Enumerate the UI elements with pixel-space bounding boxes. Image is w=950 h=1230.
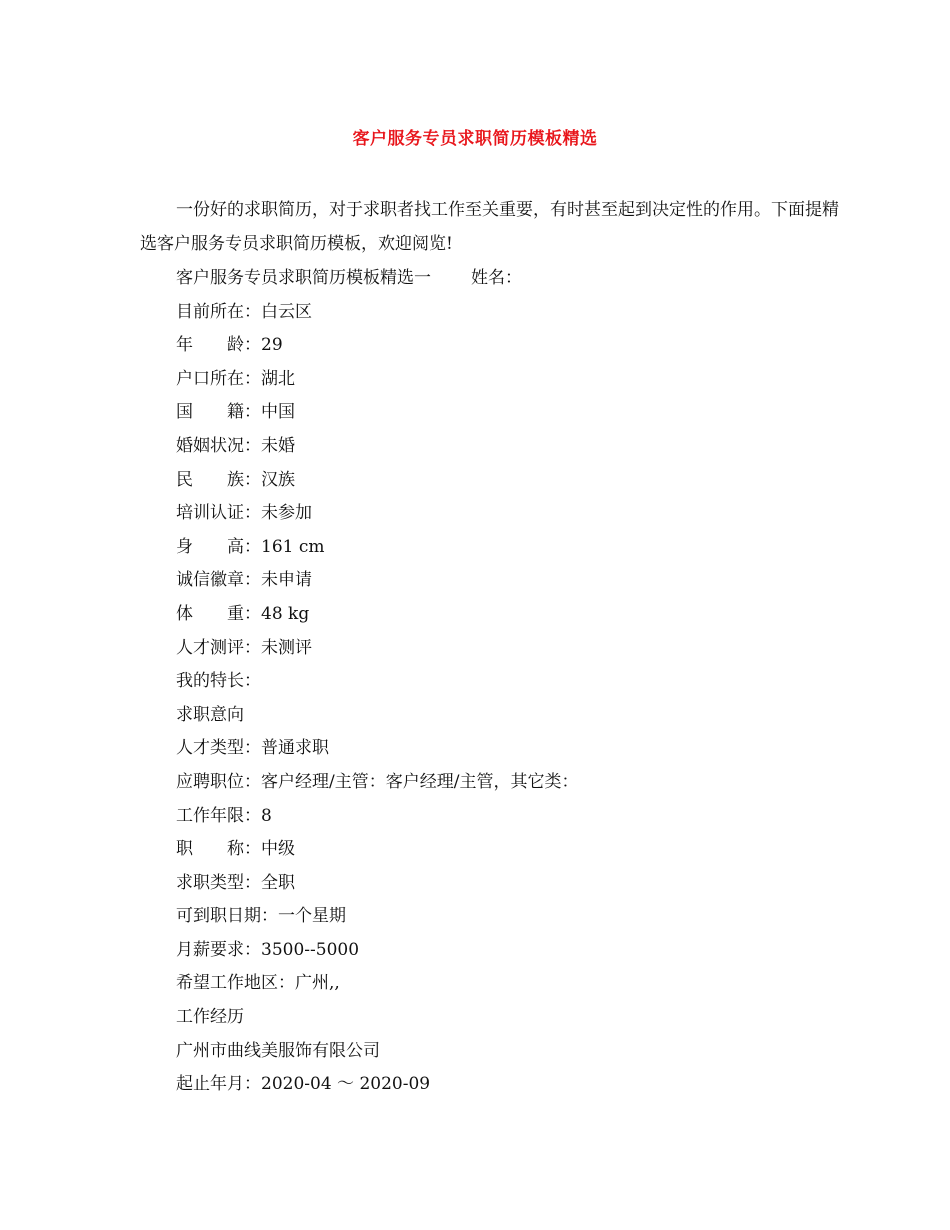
resume-line-work-area: 希望工作地区：广州,, [176,973,340,994]
name-label: 姓名： [471,268,522,288]
resume-line-specialty: 我的特长： [176,671,261,692]
resume-line-nationality: 国 籍：中国 [176,402,295,423]
resume-line-work-years: 工作年限：8 [176,805,272,826]
resume-heading-line [176,262,856,296]
resume-line-talent-assessment: 人才测评：未测评 [176,637,312,658]
resume-line-height: 身 高：161 cm [176,536,325,557]
resume-heading: 客户服务专员求职简历模板精选一 [176,268,431,288]
resume-line-salary: 月薪要求：3500--5000 [176,939,360,960]
resume-section-job-intention: 求职意向 [176,704,244,725]
resume-line-period: 起止年月：2020-04 ～ 2020-09 [176,1074,431,1095]
resume-line-age: 年 龄：29 [176,335,283,356]
resume-line-job-type: 求职类型：全职 [176,872,295,893]
resume-line-weight: 体 重：48 kg [176,603,310,624]
resume-section-work-experience: 工作经历 [176,1007,244,1028]
resume-lines [176,262,856,1102]
resume-line-company: 广州市曲线美服饰有限公司 [176,1040,380,1061]
document-title: 客户服务专员求职简历模板精选 [352,129,598,149]
resume-line-integrity-badge: 诚信徽章：未申请 [176,570,312,591]
resume-line-ethnicity: 民 族：汉族 [176,469,295,490]
resume-line-current-location: 目前所在：白云区 [176,301,312,322]
resume-line-training: 培训认证：未参加 [176,503,312,524]
resume-line-available-date: 可到职日期：一个星期 [176,906,346,927]
resume-line-title: 职 称：中级 [176,839,295,860]
resume-line-hukou: 户口所在：湖北 [176,368,295,389]
intro-paragraph: 一份好的求职简历，对于求职者找工作至关重要，有时甚至起到决定性的作用。下面提精选客户服务专员求职简历模板，欢迎阅览! [140,200,839,254]
resume-line-talent-type: 人才类型：普通求职 [176,738,329,759]
resume-line-applied-position: 应聘职位：客户经理/主管：客户经理/主管，其它类： [176,771,579,792]
resume-line-marital-status: 婚姻状况：未婚 [176,435,295,456]
